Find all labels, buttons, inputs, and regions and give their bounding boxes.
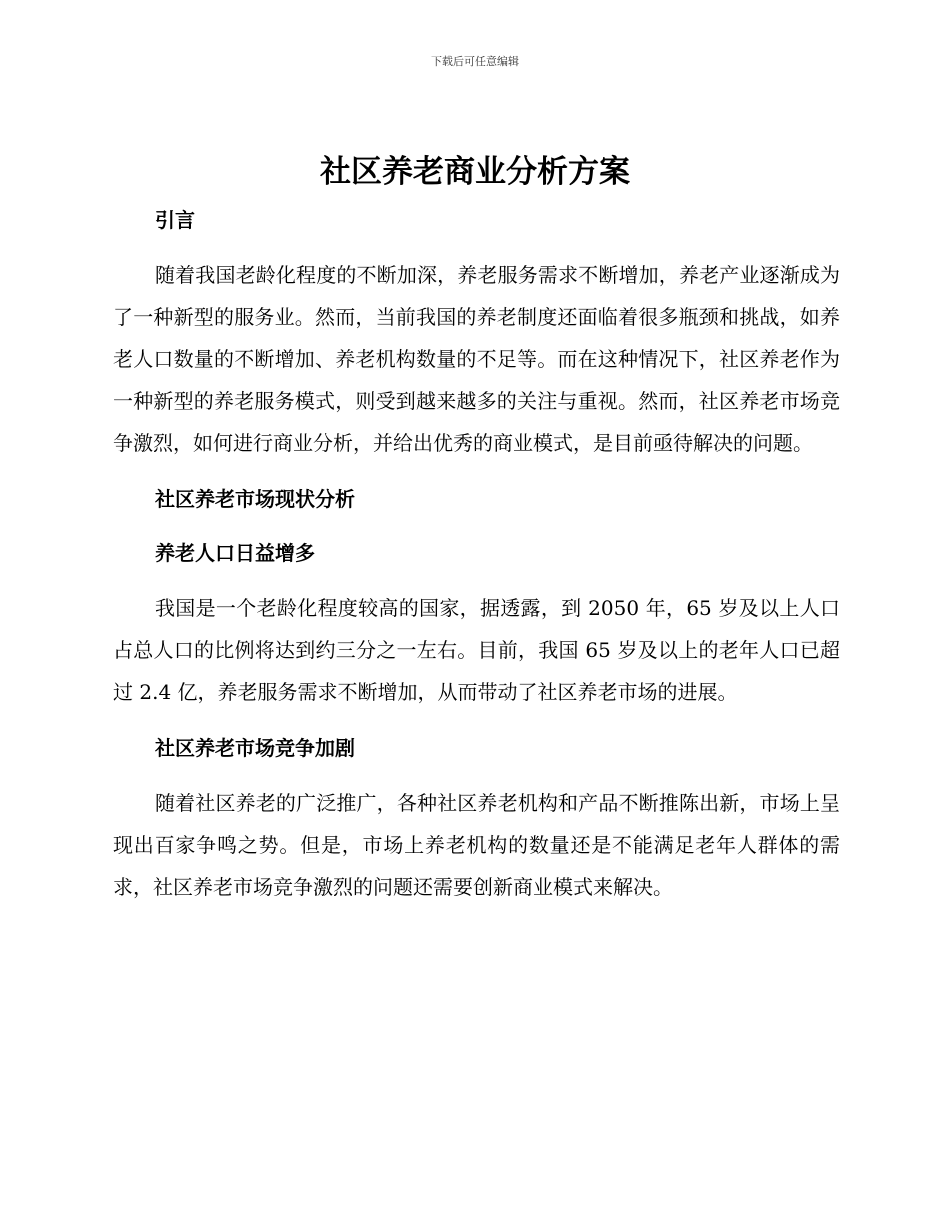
header-note: 下载后可任意编辑 bbox=[431, 55, 519, 68]
document-body bbox=[113, 200, 840, 908]
section-heading-market-competition: 社区养老市场竞争加剧 bbox=[155, 736, 355, 760]
section-heading-introduction: 引言 bbox=[155, 208, 195, 232]
section-heading-market-status: 社区养老市场现状分析 bbox=[155, 487, 355, 511]
paragraph-introduction: 随着我国老龄化程度的不断加深，养老服务需求不断增加，养老产业逐渐成为了一种新型的服务业。然而，当前我国的养老制度还面临着很多瓶颈和挑战，如养老人口数量的不断增加、养老机构数量的不足等。而在这种情况下，社区养老作为一种新型的养老服务模式，则受到越来越多的关注与重视。然而，社区养老市场竞争激烈，如何进行商业分析，并给出优秀的商业模式，是目前亟待解决的问题。 bbox=[113, 263, 840, 455]
document-title: 社区养老商业分析方案 bbox=[320, 154, 630, 190]
section-heading-aging-population: 养老人口日益增多 bbox=[155, 541, 315, 565]
paragraph-aging-population: 我国是一个老龄化程度较高的国家，据透露，到 2050 年，65 岁及以上人口占总人口的比例将达到约三分之一左右。目前，我国 65 岁及以上的老年人口已超过 2.4 亿，养老服务需求不断增加，从而带动了社区养老市场的进展。 bbox=[113, 596, 840, 704]
paragraph-market-competition: 随着社区养老的广泛推广，各种社区养老机构和产品不断推陈出新，市场上呈现出百家争鸣之势。但是，市场上养老机构的数量还是不能满足老年人群体的需求，社区养老市场竞争激烈的问题还需要创新商业模式来解决。 bbox=[113, 791, 840, 899]
